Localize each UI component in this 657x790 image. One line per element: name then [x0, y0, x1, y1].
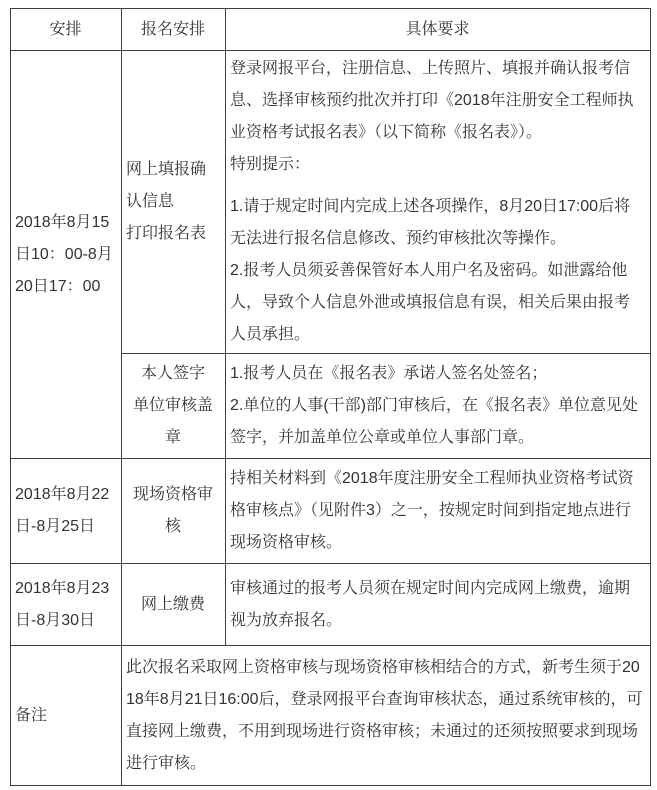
cell-req-onsite-review: 持相关材料到《2018年度注册安全工程师执业资格考试资格审核点》（见附件3）之一，按规定时间到指定地点进行现场资格审核。	[226, 459, 651, 564]
req-online-fill-p3: 1.请于规定时间内完成上述各项操作，8月20日17:00后将无法进行报名信息修改、预约审核批次等操作。	[230, 198, 631, 247]
header-row	[11, 9, 651, 51]
registration-schedule-table	[10, 8, 651, 786]
row-onsite-review	[11, 459, 651, 564]
cell-req-signature	[226, 354, 651, 459]
cell-step-signature	[122, 354, 226, 459]
cell-date-onsite-review: 2018年8月22日-8月25日	[11, 459, 122, 564]
cell-req-online-fill	[226, 51, 651, 354]
header-cell-requirements: 具体要求	[226, 9, 651, 51]
step-online-fill-line1: 网上填报确认信息	[126, 161, 207, 210]
step-online-fill-line2: 打印报名表	[126, 225, 207, 242]
row-online-fill	[11, 51, 651, 354]
req-signature-p1: 1.报考人员在《报名表》承诺人签名处签名；	[230, 365, 548, 382]
req-online-fill-p4: 2.报考人员须妥善保管好本人用户名及密码。如泄露给他人，导致个人信息外泄或填报信息有误，相关后果由报考人员承担。	[230, 262, 631, 343]
row-remark	[11, 646, 651, 786]
req-online-fill-p1: 登录网报平台，注册信息、上传照片、填报并确认报考信息、选择审核预约批次并打印《2018年注册安全工程师执业资格考试报名表》（以下简称《报名表》）。	[230, 60, 634, 141]
cell-step-online-fill	[122, 51, 226, 354]
req-online-fill-p2: 特别提示：	[230, 156, 311, 173]
header-cell-registration-step: 报名安排	[122, 9, 226, 51]
header-cell-arrangement: 安排	[11, 9, 122, 51]
cell-date-payment: 2018年8月23日-8月30日	[11, 564, 122, 646]
cell-label-remark: 备注	[11, 646, 122, 786]
req-signature-p2: 2.单位的人事(干部)部门审核后，在《报名表》单位意见处签字，并加盖单位公章或单位人事部门章。	[230, 397, 639, 446]
cell-req-payment: 审核通过的报考人员须在规定时间内完成网上缴费，逾期视为放弃报名。	[226, 564, 651, 646]
cell-step-onsite-review: 现场资格审核	[122, 459, 226, 564]
cell-date-online-fill: 2018年8月15日10：00-8月20日17：00	[11, 51, 122, 459]
step-signature-line2: 单位审核盖章	[132, 397, 213, 446]
row-payment	[11, 564, 651, 646]
cell-req-remark: 此次报名采取网上资格审核与现场资格审核相结合的方式，新考生须于2018年8月21日16:00后，登录网报平台查询审核状态，通过系统审核的，可直接网上缴费，不用到现场进行资格审核；未通过的还须按照要求到现场进行审核。	[122, 646, 651, 786]
step-signature-line1: 本人签字	[140, 365, 205, 382]
cell-step-payment: 网上缴费	[122, 564, 226, 646]
